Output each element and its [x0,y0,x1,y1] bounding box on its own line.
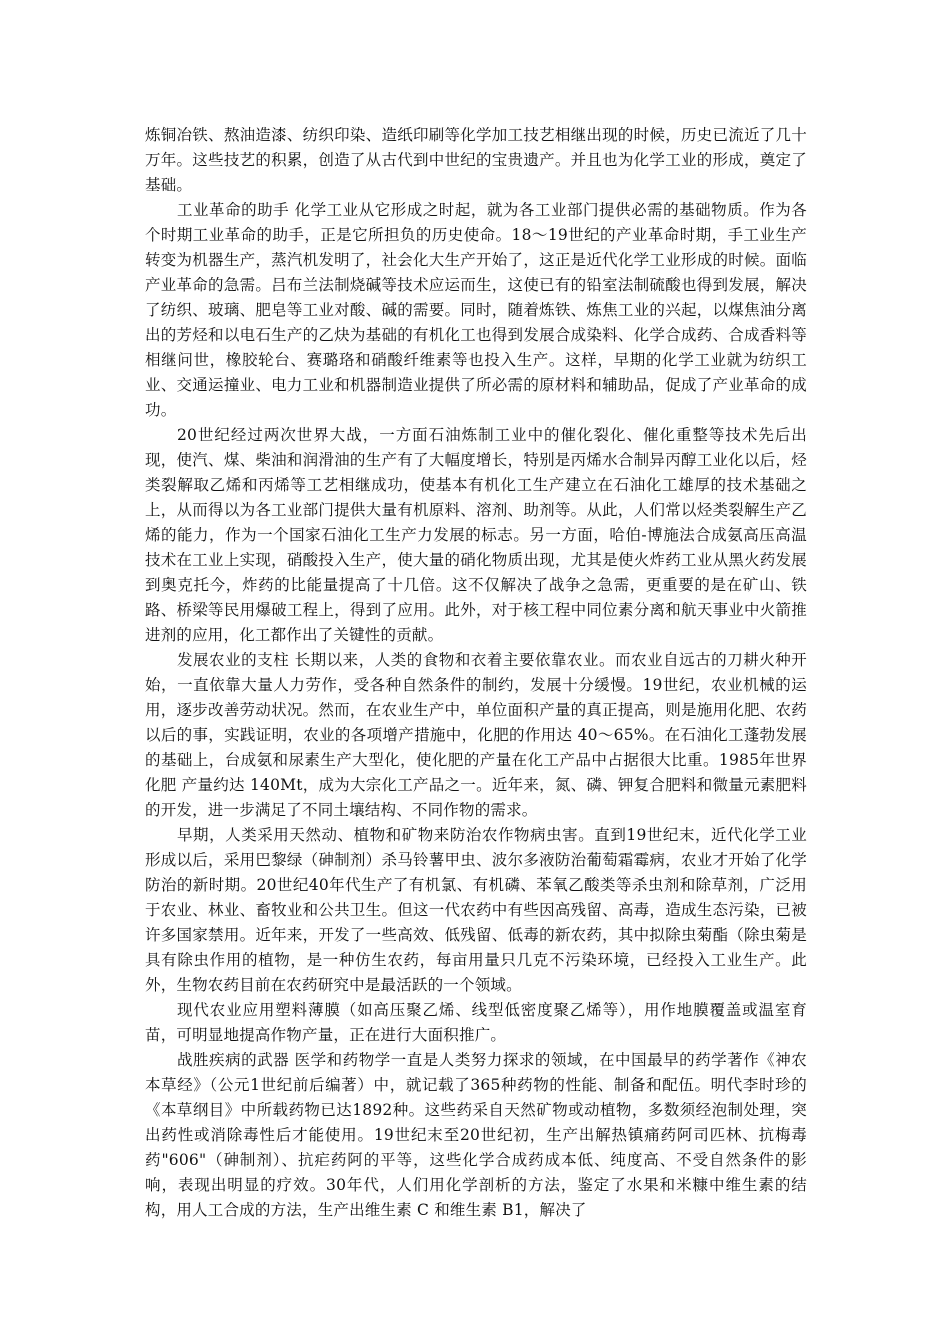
paragraph-2-industrial-revolution: 工业革命的助手 化学工业从它形成之时起，就为各工业部门提供必需的基础物质。作为各个时期工业革命的助手，正是它所担负的历史使命。18～19世纪的产业革命时期，手工业生产转变为机器生产，蒸汽机发明了，社会化大生产开始了，这正是近代化学工业形成的时候。面临产业革命的急需。吕布兰法制烧碱等技术应运而生，这使已有的铅室法制硫酸也得到发展，解决了纺织、玻璃、肥皂等工业对酸、碱的需要。同时，随着炼铁、炼焦工业的兴起，以煤焦油分离出的芳烃和以电石生产的乙炔为基础的有机化工也得到发展合成染料、化学合成药、合成香料等相继问世，橡胶轮台、赛璐珞和硝酸纤维素等也投入生产。这样，早期的化学工业就为纺织工业、交通运撞业、电力工业和机器制造业提供了所必需的原材料和辅助品，促成了产业革命的成功。 [145,201,807,419]
paragraph-6-plastic-film: 现代农业应用塑料薄膜（如高压聚乙烯、线型低密度聚乙烯等），用作地膜覆盖或温室育苗，可明显地提高作物产量，正在进行大面积推广。 [145,1001,807,1044]
paragraph-1: 炼铜冶铁、熬油造漆、纺织印染、造纸印刷等化学加工技艺相继出现的时候，历史已流近了几十万年。这些技艺的积累，创造了从古代到中世纪的宝贵遗产。并且也为化学工业的形成，奠定了基础。 [145,126,807,194]
document-page [145,123,807,1223]
paragraph-5-pesticides: 早期，人类采用天然动、植物和矿物来防治农作物病虫害。直到19世纪末，近代化学工业形成以后，采用巴黎绿（砷制剂）杀马铃薯甲虫、波尔多液防治葡萄霜霉病，农业才开始了化学防治的新时期。20世纪40年代生产了有机氯、有机磷、苯氧乙酸类等杀虫剂和除草剂，广泛用于农业、林业、畜牧业和公共卫生。但这一代农药中有些因高残留、高毒，造成生态污染，已被许多国家禁用。近年来，开发了一些高效、低残留、低毒的新农药，其中拟除虫菊酯（除虫菊是具有除虫作用的植物，是一种仿生农药，每亩用量只几克不污染环境，已经投入工业生产。此外，生物农药目前在农药研究中是最活跃的一个领域。 [145,826,807,994]
paragraph-4-agriculture: 发展农业的支柱 长期以来，人类的食物和衣着主要依靠农业。而农业自远古的刀耕火种开始，一直依靠大量人力劳作，受各种自然条件的制约，发展十分缓慢。19世纪，农业机械的运用，逐步改善劳动状况。然而，在农业生产中，单位面积产量的真正提高，则是施用化肥、农药以后的事，实践证明，农业的各项增产措施中，化肥的作用达 40～65%。在石油化工蓬勃发展的基础上，台成氨和尿素生产大型化，使化肥的产量在化工产品中占据很大比重。1985年世界化肥 产量约达 140Mt，成为大宗化工产品之一。近年来，氮、磷、钾复合肥料和微量元素肥料的开发，进一步满足了不同土壤结构、不同作物的需求。 [145,651,807,819]
paragraph-7-medicine: 战胜疾病的武器 医学和药物学一直是人类努力探求的领域，在中国最早的药学著作《神农本草经》（公元1世纪前后编著）中，就记载了365种药物的性能、制备和配伍。明代李时珍的《本草纲目》中所载药物已达1892种。这些药采自天然矿物或动植物，多数须经泡制处理，突出药性或消除毒性后才能使用。19世纪末至20世纪初，生产出解热镇痛药阿司匹林、抗梅毒药"606"（砷制剂）、抗疟药阿的平等，这些化学合成药成本低、纯度高、不受自然条件的影响，表现出明显的疗效。30年代，人们用化学剖析的方法，鉴定了水果和米糠中维生素的结构，用人工合成的方法，生产出维生素 C 和维生素 B1，解决了 [145,1051,807,1219]
paragraph-3-twentieth-century: 20世纪经过两次世界大战，一方面石油炼制工业中的催化裂化、催化重整等技术先后出现，使汽、煤、柴油和润滑油的生产有了大幅度增长，特别是丙烯水合制异丙醇工业化以后，烃类裂解取乙烯和丙烯等工艺相继成功，使基本有机化工生产建立在石油化工雄厚的技术基础之上，从而得以为各工业部门提供大量有机原料、溶剂、助剂等。从此，人们常以烃类裂解生产乙烯的能力，作为一个国家石油化工生产力发展的标志。另一方面，哈伯-博施法合成氨高压高温技术在工业上实现，硝酸投入生产，使大量的硝化物质出现，尤其是使火炸药工业从黑火药发展到奥克托今，炸药的比能量提高了十几倍。这不仅解决了战争之急需，更重要的是在矿山、铁路、桥梁等民用爆破工程上，得到了应用。此外，对于核工程中同位素分离和航天事业中火箭推进剂的应用，化工都作出了关键性的贡献。 [145,426,807,644]
